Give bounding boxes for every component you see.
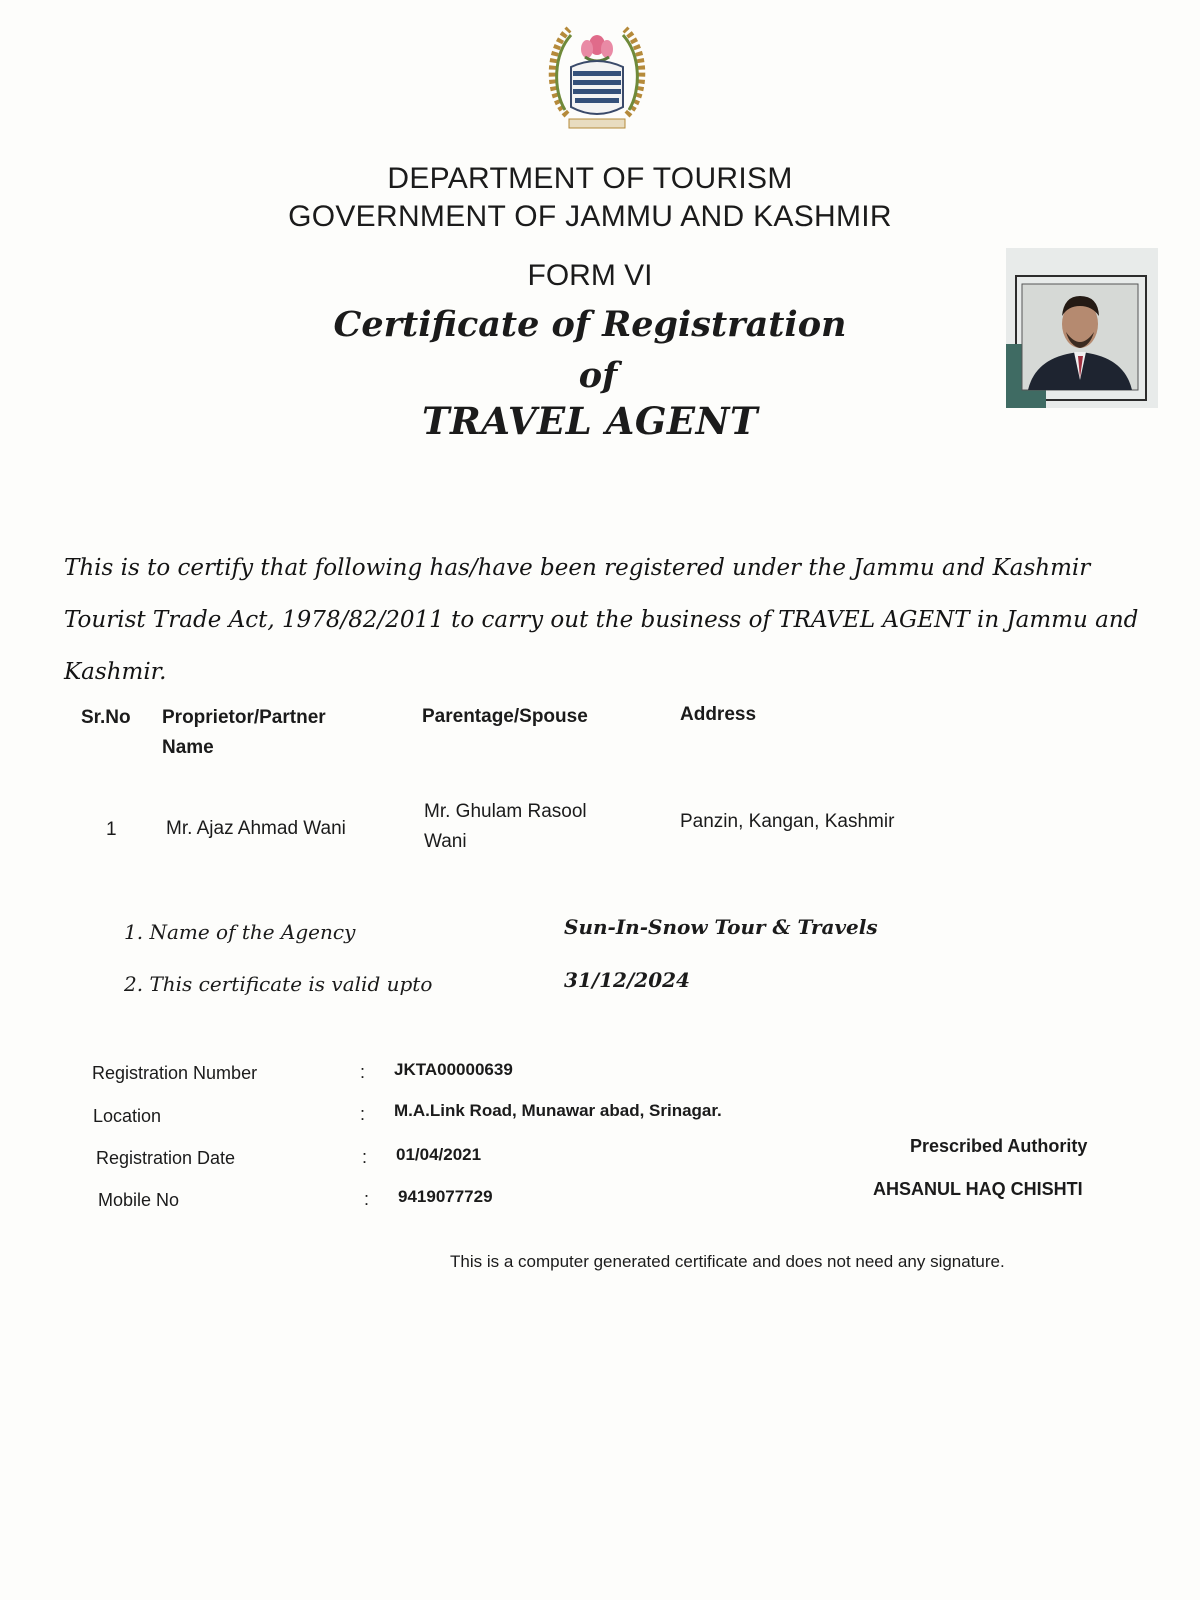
agency-name-value: Sun-In-Snow Tour & Travels xyxy=(564,915,878,939)
state-emblem xyxy=(545,15,649,133)
colon: : xyxy=(360,1062,366,1082)
prescribed-authority-title: Prescribed Authority xyxy=(910,1136,1088,1156)
row-address: Panzin, Kangan, Kashmir xyxy=(680,811,895,832)
location-value: M.A.Link Road, Munawar abad, Srinagar. xyxy=(394,1101,722,1120)
header-name-line2: Name xyxy=(162,737,214,758)
row-name: Mr. Ajaz Ahmad Wani xyxy=(166,818,346,839)
passport-photo xyxy=(1006,248,1158,408)
form-number: FORM VI xyxy=(527,259,653,292)
header-name-line1: Proprietor/Partner xyxy=(162,707,326,728)
header-parentage: Parentage/Spouse xyxy=(422,706,588,727)
registration-number-label: Registration Number xyxy=(92,1063,258,1083)
registration-date-label: Registration Date xyxy=(96,1148,236,1168)
row-parentage-line2: Wani xyxy=(424,831,467,852)
agency-name-label: 1. Name of the Agency xyxy=(124,920,356,944)
row-srno: 1 xyxy=(106,819,117,840)
colon: : xyxy=(362,1147,368,1167)
colon: : xyxy=(364,1189,370,1209)
department-title: DEPARTMENT OF TOURISM xyxy=(387,162,793,195)
location-label: Location xyxy=(93,1106,162,1126)
certificate-title-type: TRAVEL AGENT xyxy=(422,399,758,443)
certificate-title: Certificate of Registration xyxy=(333,304,847,345)
mobile-label: Mobile No xyxy=(98,1190,180,1210)
registration-date-value: 01/04/2021 xyxy=(396,1145,482,1164)
certification-statement: This is to certify that following has/have been registered under the Jammu and Kashmir Tourist Trade Act, 1978/82/2011 to carry out the business of TRAVEL AGENT in Jammu and Kashmir. xyxy=(64,555,1139,685)
prescribed-authority-name: AHSANUL HAQ CHISHTI xyxy=(873,1179,1083,1199)
header-srno: Sr.No xyxy=(81,707,131,728)
colon: : xyxy=(360,1104,366,1124)
validity-value: 31/12/2024 xyxy=(564,968,690,992)
certificate-title-of: of xyxy=(578,355,618,396)
header-address: Address xyxy=(680,704,757,725)
registration-number-value: JKTA00000639 xyxy=(394,1060,513,1079)
validity-label: 2. This certificate is valid upto xyxy=(124,972,433,996)
row-parentage-line1: Mr. Ghulam Rasool xyxy=(424,801,587,822)
footer-note: This is a computer generated certificate and does not need any signature. xyxy=(450,1252,1005,1271)
mobile-value: 9419077729 xyxy=(398,1187,493,1206)
government-title: GOVERNMENT OF JAMMU AND KASHMIR xyxy=(288,200,892,233)
